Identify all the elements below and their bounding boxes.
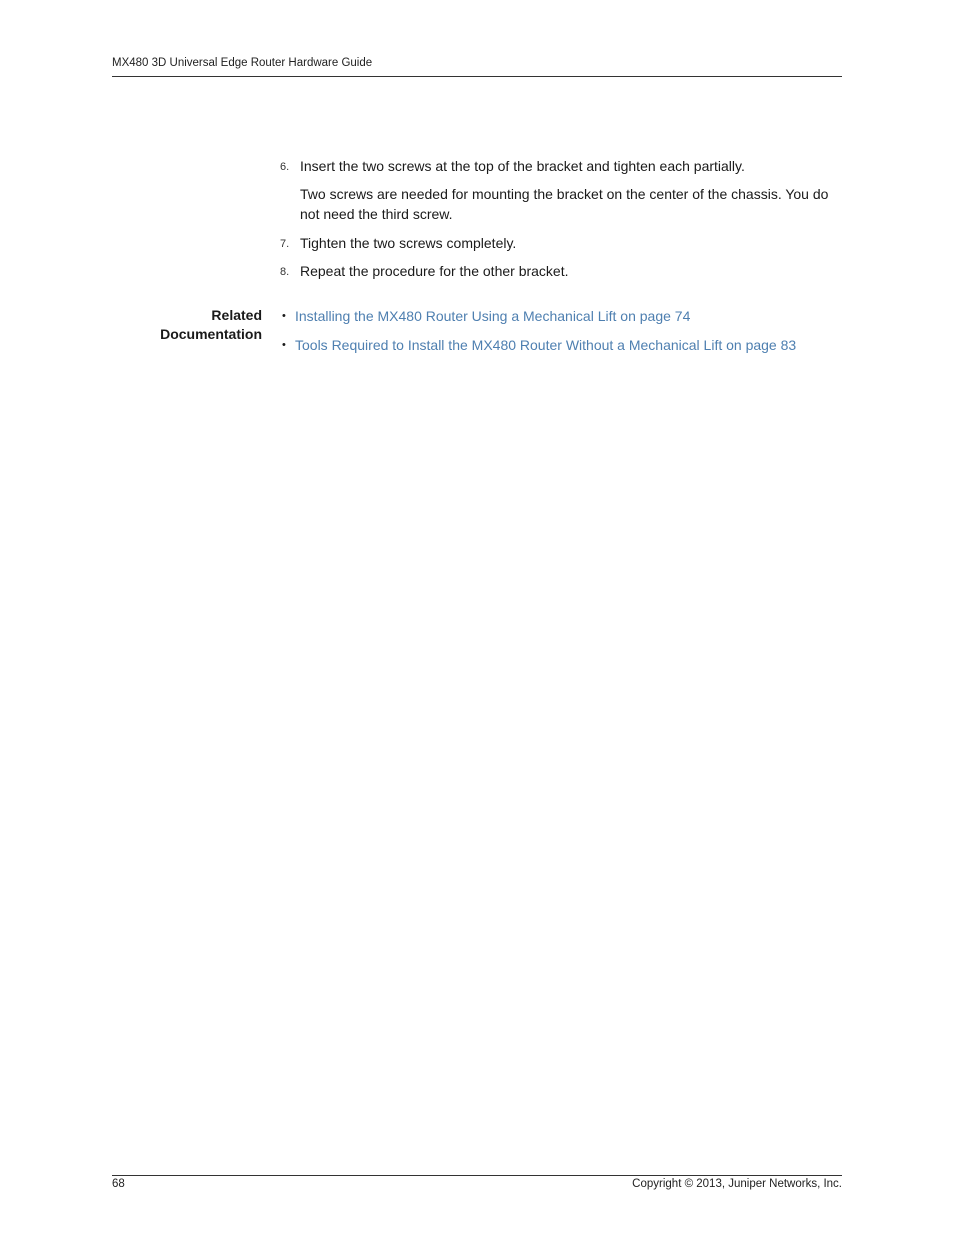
- bullet-icon: •: [282, 310, 286, 322]
- step-number: 8.: [280, 266, 290, 278]
- step-text: Tighten the two screws completely.: [300, 235, 517, 251]
- step-7: [280, 233, 840, 253]
- copyright: Copyright © 2013, Juniper Networks, Inc.: [632, 1178, 842, 1190]
- step-6: [280, 156, 840, 176]
- step-6-note: Two screws are needed for mounting the bracket on the center of the chassis. You do not need the third screw.: [300, 186, 829, 222]
- bullet-icon: •: [282, 339, 286, 351]
- related-documentation-label: [112, 306, 262, 344]
- related-link-tools-required[interactable]: Tools Required to Install the MX480 Router Without a Mechanical Lift on page 83: [295, 337, 797, 353]
- step-number: 7.: [280, 238, 290, 250]
- step-text: Insert the two screws at the top of the bracket and tighten each partially.: [300, 158, 745, 174]
- list-item: [282, 306, 842, 326]
- related-label-line1: Related: [211, 307, 262, 323]
- step-number: 6.: [280, 161, 290, 173]
- related-documentation-list: [282, 306, 842, 364]
- running-header: MX480 3D Universal Edge Router Hardware Guide: [112, 57, 373, 69]
- procedure-steps: [280, 156, 840, 289]
- step-text: Repeat the procedure for the other bracket.: [300, 263, 569, 279]
- page-number: 68: [112, 1178, 125, 1190]
- related-link-mechanical-lift[interactable]: Installing the MX480 Router Using a Mechanical Lift on page 74: [295, 308, 691, 324]
- footer-rule: [112, 1175, 842, 1176]
- step-8: [280, 261, 840, 281]
- header-rule: [112, 76, 842, 77]
- related-label-line2: Documentation: [160, 326, 262, 342]
- list-item: [282, 335, 842, 355]
